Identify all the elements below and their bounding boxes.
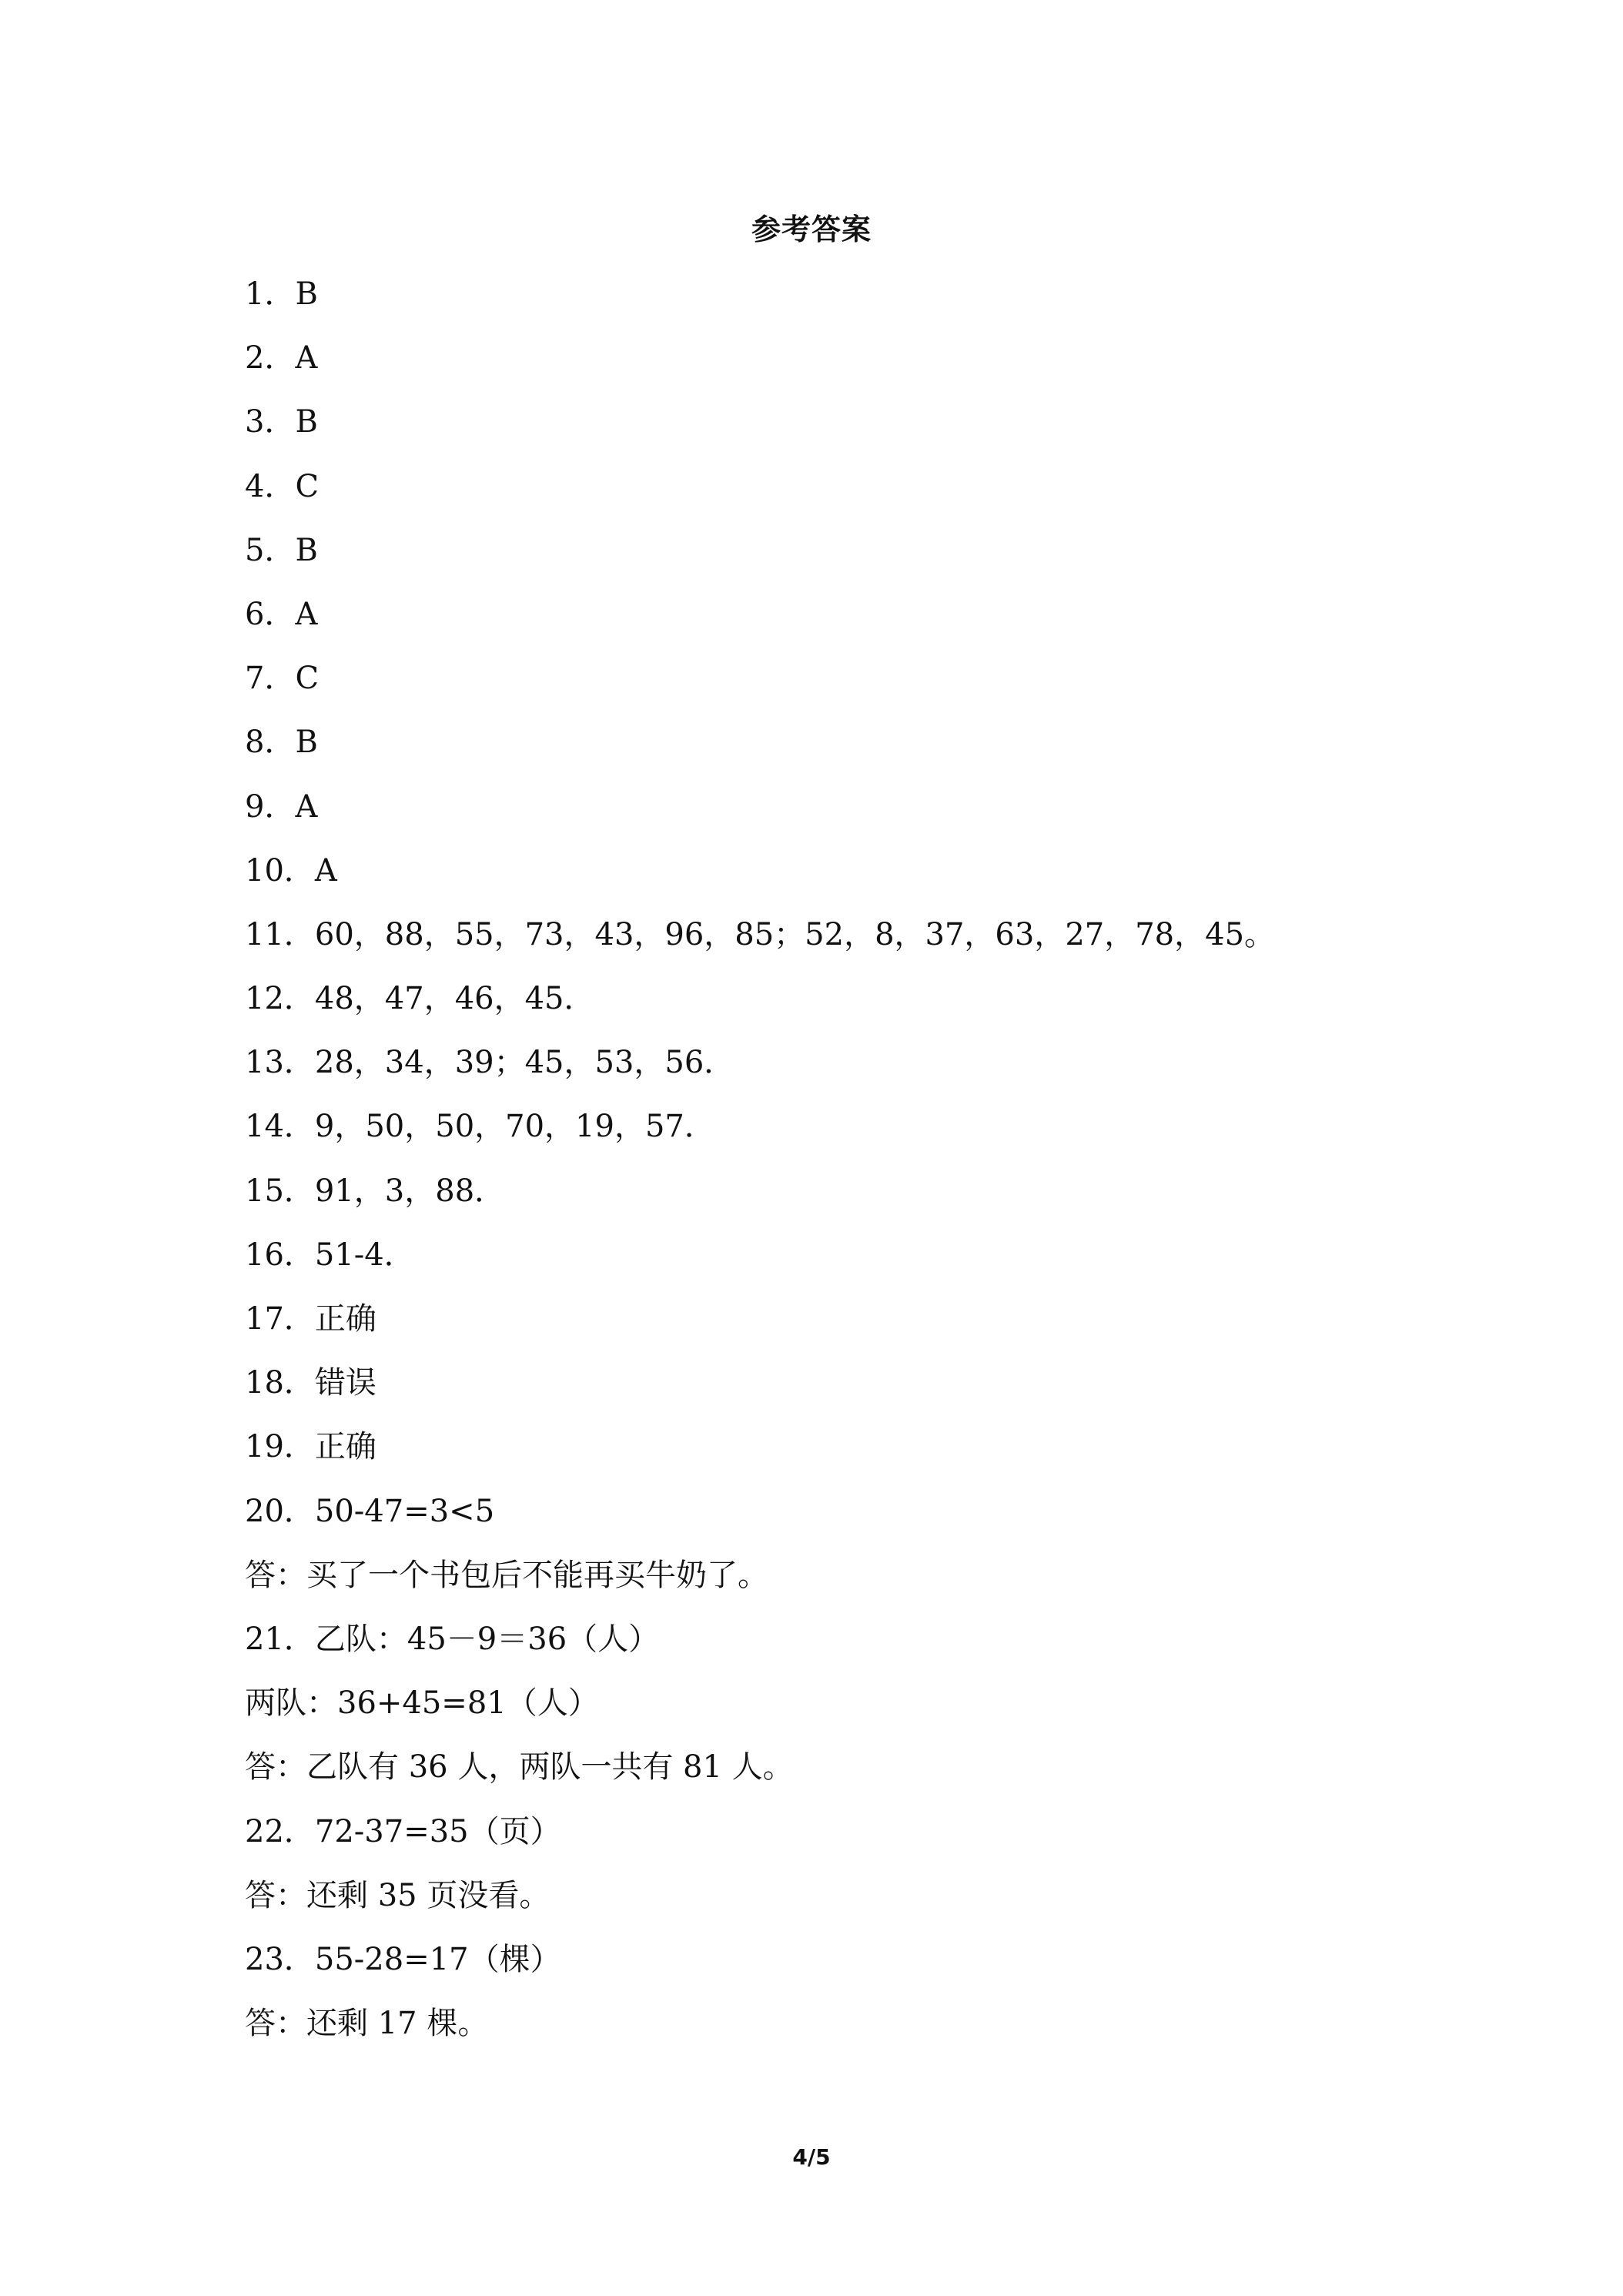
answer-line: 13．28，34，39；45，53，56． xyxy=(245,1045,735,1081)
answer-line: 7．C xyxy=(245,661,320,697)
answer-line: 19．正确 xyxy=(245,1429,376,1465)
answer-line: 3．B xyxy=(245,404,318,440)
page-title: 参考答案 xyxy=(751,213,872,246)
answer-line: 15．91，3，88． xyxy=(245,1173,506,1209)
answer-line: 20．50-47=3<5 xyxy=(245,1493,495,1529)
answer-line: 18．错误 xyxy=(245,1365,376,1401)
answer-line: 14．9，50，50，70，19，57． xyxy=(245,1109,715,1145)
answer-line: 22．72-37=35（页） xyxy=(245,1813,561,1849)
answer-line: 答：还剩 35 页没看。 xyxy=(245,1877,550,1913)
answer-line: 两队：36+45=81（人） xyxy=(245,1685,599,1722)
answer-line: 5．B xyxy=(245,532,318,568)
answer-line: 答：乙队有 36 人，两队一共有 81 人。 xyxy=(245,1749,794,1786)
answer-list xyxy=(245,272,1400,2065)
answer-line: 11．60，88，55，73，43，96，85；52，8，37，63，27，78，45。 xyxy=(245,916,1276,952)
answer-line: 答：买了一个书包后不能再买牛奶了。 xyxy=(245,1557,768,1593)
answer-line: 4．C xyxy=(245,468,320,504)
answer-line: 12．48，47，46，45． xyxy=(245,981,595,1017)
answer-line: 2．A xyxy=(245,340,318,377)
answer-line: 21．乙队：45－9＝36（人） xyxy=(245,1621,660,1657)
answer-line: 17．正确 xyxy=(245,1301,376,1337)
answer-line: 10．A xyxy=(245,852,337,889)
page-number: 4/5 xyxy=(792,2144,831,2170)
answer-line: 8．B xyxy=(245,725,318,761)
answer-line: 1．B xyxy=(245,276,318,312)
answer-line: 16．51-4． xyxy=(245,1237,415,1273)
answer-line: 9．A xyxy=(245,788,318,825)
answer-line: 6．A xyxy=(245,596,318,632)
answer-line: 答：还剩 17 棵。 xyxy=(245,2006,489,2042)
answer-line: 23．55-28=17（棵） xyxy=(245,1941,561,1977)
